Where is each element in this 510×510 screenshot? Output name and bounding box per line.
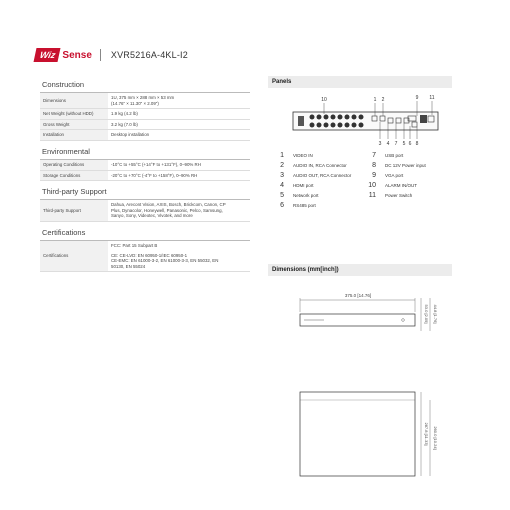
legend-number: 3 xyxy=(280,172,284,179)
spec-key: Net Weight (without HDD) xyxy=(40,109,108,119)
top-depth-label-1: 287.8 [11.33] xyxy=(424,422,429,446)
bnc-connector xyxy=(324,123,329,128)
legend-label: Power Switch xyxy=(385,193,413,198)
legend-label: USB port xyxy=(385,153,404,158)
panels-section xyxy=(268,76,452,209)
spec-row xyxy=(40,93,250,109)
callout-4: 4 xyxy=(386,141,390,147)
bnc-connector xyxy=(324,115,329,120)
callout-9: 9 xyxy=(415,95,419,101)
spec-row xyxy=(40,120,250,131)
bnc-connector xyxy=(352,115,357,120)
callout-1: 1 xyxy=(373,97,377,103)
header-divider xyxy=(100,49,101,61)
legend-item xyxy=(268,182,360,189)
dimensions-drawing xyxy=(268,276,452,486)
legend-label: VIDEO IN xyxy=(293,153,313,158)
legend-item xyxy=(268,192,360,199)
section-title: Construction xyxy=(40,78,250,93)
callout-8: 8 xyxy=(415,141,419,147)
callout-2: 2 xyxy=(381,97,385,103)
alarm-terminal xyxy=(298,116,304,126)
spec-value xyxy=(108,160,250,170)
legend-number: 6 xyxy=(280,202,284,209)
spec-value-line: 50130, EN 55024 xyxy=(111,263,146,269)
callout-6: 6 xyxy=(408,141,412,147)
spec-row xyxy=(40,241,250,272)
top-depth-label-2: 260.0 [10.24] xyxy=(433,426,438,450)
bnc-connector xyxy=(317,115,322,120)
spec-value xyxy=(108,171,250,181)
spec-value xyxy=(108,241,250,271)
document-header xyxy=(35,47,188,63)
spec-key: Storage Conditions xyxy=(40,171,108,181)
dimensions-section xyxy=(268,264,452,486)
legend-item xyxy=(268,202,360,209)
bnc-connector xyxy=(331,123,336,128)
spec-value-line: (14.76" × 11.30" × 2.09") xyxy=(111,100,159,106)
bnc-connector xyxy=(345,115,350,120)
legend-item xyxy=(268,162,360,169)
legend-item xyxy=(360,192,452,199)
width-label: 375.0 [14.76] xyxy=(344,293,372,298)
legend-label: ALARM IN/OUT xyxy=(385,183,418,188)
spec-value-line: -10°C to +55°C (+14°F to +131°F), 0–90% RH xyxy=(111,161,201,167)
top-view-body xyxy=(300,392,415,476)
brand-logo-sense: Sense xyxy=(62,49,92,61)
spec-value-line: CE-EMC: EN 61000-3-2, EN 61000-3-3, EN 55032, EN xyxy=(111,258,219,264)
spec-value-line: FCC: Part 15 Subpart B xyxy=(111,242,158,248)
bnc-connector xyxy=(338,115,343,120)
model-number: XVR5216A-4KL-I2 xyxy=(110,50,188,60)
spec-value-line: Plus, Dynacolor, Honeywell, Panasonic, Pelco, Samsung, xyxy=(111,207,223,213)
spec-value xyxy=(108,109,250,119)
panel-legend xyxy=(268,152,452,209)
spec-key: Operating Conditions xyxy=(40,160,108,170)
legend-item xyxy=(268,172,360,179)
legend-label: DC 12V Power input xyxy=(385,163,426,168)
spec-value-line: CE: CE-LVD: EN 60950-1/IEC 60950-1 xyxy=(111,252,188,258)
spec-value-line: 3.2 kg (7.0 lb) xyxy=(111,121,138,127)
spec-row xyxy=(40,130,250,141)
spec-value xyxy=(108,200,250,221)
section-title: Environmental xyxy=(40,145,250,160)
callout-3: 3 xyxy=(378,141,382,147)
bnc-connector xyxy=(338,123,343,128)
brand-logo-wiz: Wiz xyxy=(34,48,61,62)
legend-label: Network port xyxy=(293,193,319,198)
spec-key: Third-party Support xyxy=(40,200,108,221)
legend-number: 1 xyxy=(280,152,284,159)
panels-title: Panels xyxy=(268,76,452,88)
rear-panel-svg xyxy=(268,88,452,150)
legend-label: RS485 port xyxy=(293,203,316,208)
legend-number: 4 xyxy=(280,182,284,189)
section-title: Certifications xyxy=(40,226,250,241)
front-height-label-1: 53.0 [2.09] xyxy=(424,304,429,324)
spec-row xyxy=(40,160,250,171)
spec-row xyxy=(40,171,250,182)
bnc-connector xyxy=(359,123,364,128)
spec-key: Certifications xyxy=(40,241,108,271)
spec-row xyxy=(40,200,250,222)
bnc-connector xyxy=(331,115,336,120)
legend-item xyxy=(360,152,452,159)
legend-label: AUDIO IN, RCA Connector xyxy=(293,163,347,168)
legend-label: HDMI port xyxy=(293,183,314,188)
spec-value-line: 1.9 kg (4.2 lb) xyxy=(111,111,138,117)
bnc-connector xyxy=(345,123,350,128)
legend-number: 9 xyxy=(372,172,376,179)
legend-item xyxy=(360,182,452,189)
legend-number: 10 xyxy=(368,182,376,189)
spec-key: Dimensions xyxy=(40,93,108,108)
callout-5: 5 xyxy=(402,141,406,147)
legend-item xyxy=(360,202,452,209)
bnc-connector xyxy=(310,115,315,120)
bnc-connector xyxy=(317,123,322,128)
spec-value-line: Desktop installation xyxy=(111,132,150,138)
legend-number: 2 xyxy=(280,162,284,169)
spec-key: Installation xyxy=(40,130,108,140)
legend-label: AUDIO OUT, RCA Connector xyxy=(293,173,352,178)
spec-value-line: 1U, 375 mm × 288 mm × 53 mm xyxy=(111,95,175,100)
spec-value xyxy=(108,93,250,108)
legend-item xyxy=(360,162,452,169)
legend-label: VGA port xyxy=(385,173,404,178)
spec-value xyxy=(108,130,250,140)
rear-panel-diagram xyxy=(268,88,452,150)
section-title: Third-party Support xyxy=(40,185,250,200)
spec-value-line: -20°C to +70°C (-4°F to +158°F), 0–90% RH xyxy=(111,172,198,178)
legend-number: 5 xyxy=(280,192,284,199)
callout-7: 7 xyxy=(394,141,398,147)
legend-item xyxy=(268,152,360,159)
spec-key: Gross Weight xyxy=(40,120,108,130)
bnc-connector xyxy=(310,123,315,128)
dimensions-title: Dimensions (mm[inch]) xyxy=(268,264,452,276)
spec-value-line: Sanyo, Sony, Videotec, Vivotek, and more xyxy=(111,213,193,219)
callout-11: 11 xyxy=(429,95,435,101)
legend-number: 7 xyxy=(372,152,376,159)
callout-10: 10 xyxy=(321,97,327,103)
legend-item xyxy=(360,172,452,179)
front-height-label-2: 44.8 [1.76] xyxy=(433,304,438,324)
legend-number: 11 xyxy=(368,192,376,199)
power-switch xyxy=(420,115,427,123)
spec-value-line: Dahua, Arecont Vision, AXIS, Bosch, Brickcom, Canon, CP xyxy=(111,202,226,208)
spec-row xyxy=(40,109,250,120)
spec-tables xyxy=(40,78,250,272)
bnc-connector xyxy=(359,115,364,120)
bnc-connector xyxy=(352,123,357,128)
spec-value xyxy=(108,120,250,130)
legend-number: 8 xyxy=(372,162,376,169)
